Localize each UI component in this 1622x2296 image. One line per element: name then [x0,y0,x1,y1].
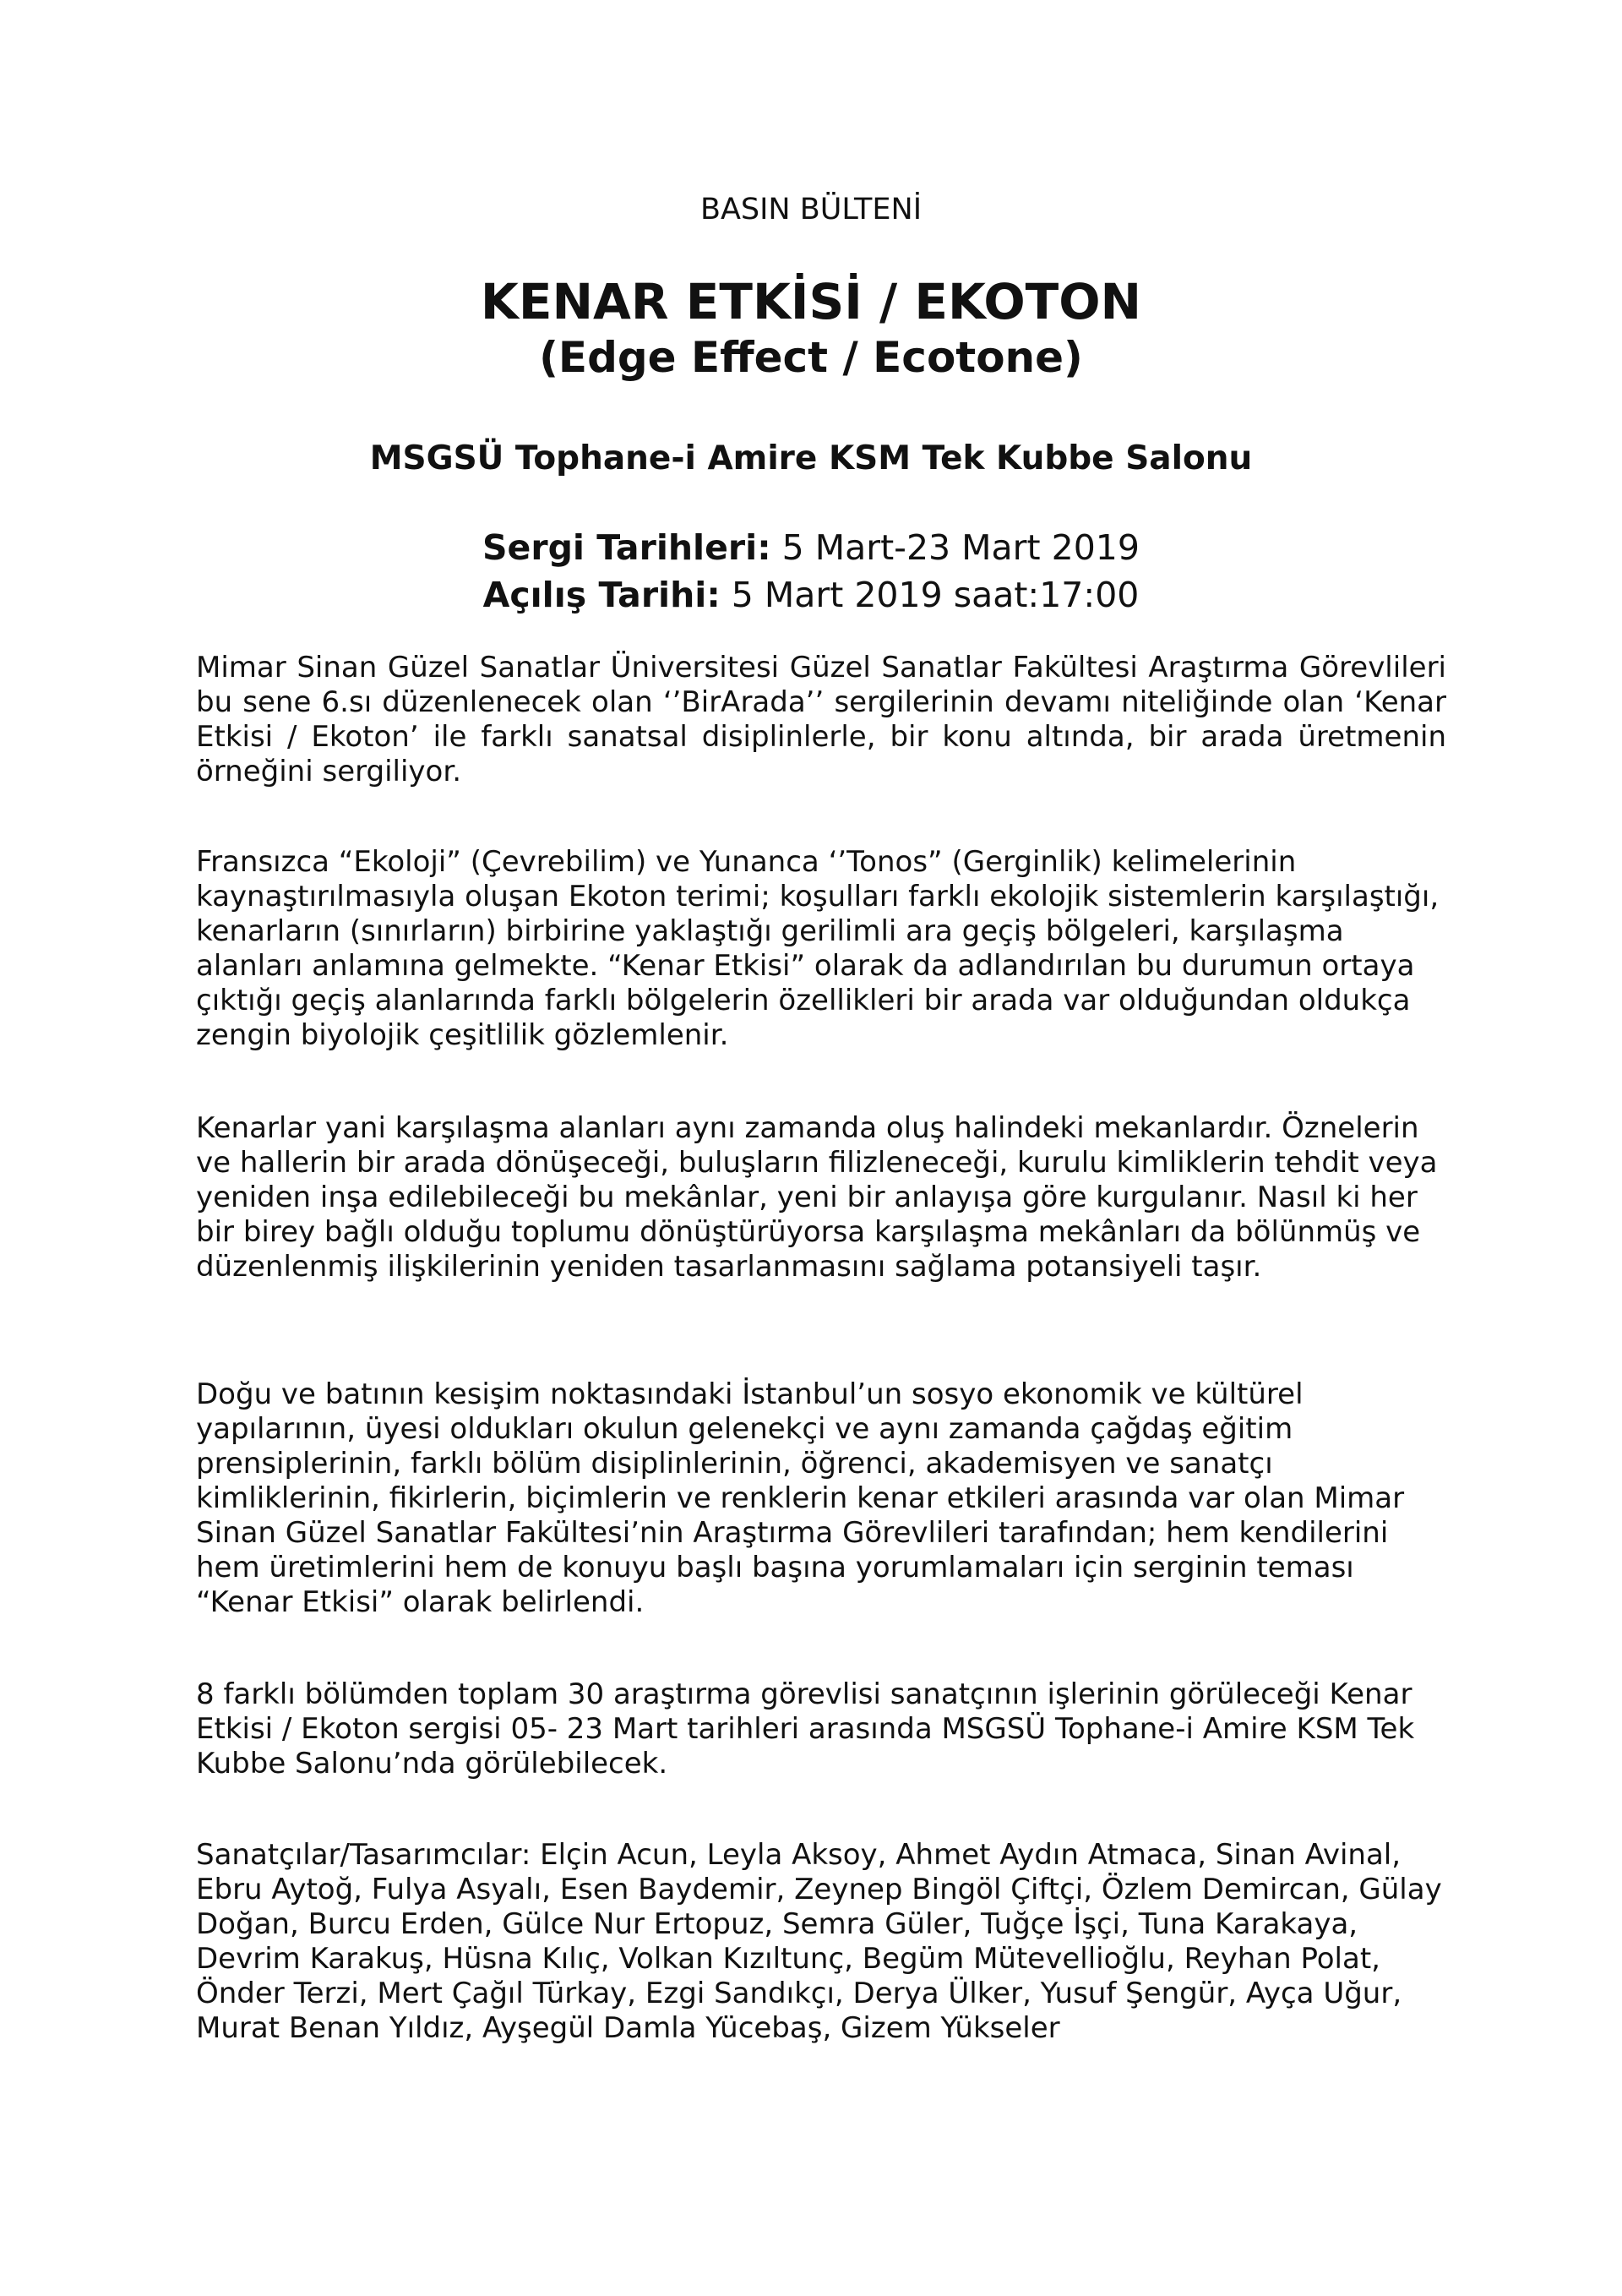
paragraph-text: Doğu ve batının kesişim noktasındaki İstanbul’un sosyo ekonomik ve kültürel yapılarının, üyesi oldukları okulun gelenekçi ve aynı zamanda çağdaş eğitim prensiplerinin, farklı bölüm disiplinlerinin, öğrenci, akademisyen ve sanatçı kimliklerinin, fikirlerin, biçimlerin ve renklerin kenar etkileri arasında var olan Mimar Sinan Güzel Sanatlar Fakültesi’nin Araştırma Görevlileri tarafından; hem kendilerini hem üretimlerini hem de konuyu başlı başına yorumlamaları için serginin teması “Kenar Etkisi” olarak belirlendi. [196,1377,1405,1619]
dates-block [0,524,1622,619]
paragraph-text: Sanatçılar/Tasarımcılar: Elçin Acun, Leyla Aksoy, Ahmet Aydın Atmaca, Sinan Avinal, Ebru Aytoğ, Fulya Asyalı, Esen Baydemir, Zeynep Bingöl Çiftçi, Özlem Demircan, Gülay Doğan, Burcu Erden, Gülce Nur Ertopuz, Semra Güler, Tuğçe İşçi, Tuna Karakaya, Devrim Karakuş, Hüsna Kılıç, Volkan Kızıltunç, Begüm Mütevellioğlu, Reyhan Polat, Önder Terzi, Mert Çağıl Türkay, Ezgi Sandıkçı, Derya Ülker, Yusuf Şengür, Ayça Uğur, Murat Benan Yıldız, Ayşegül Damla Yücebaş, Gizem Yükseler [196,1838,1442,2045]
paragraph-text: 8 farklı bölümden toplam 30 araştırma görevlisi sanatçının işlerinin görüleceği Kenar Etkisi / Ekoton sergisi 05- 23 Mart tarihleri arasında MSGSÜ Tophane-i Amire KSM Tek Kubbe Salonu’nda görülebilecek. [196,1677,1415,1781]
paragraph-theme [196,1377,1446,1620]
paragraph-edges [196,1111,1446,1284]
exhibition-dates-line [0,524,1622,571]
paragraph-text: Fransızca “Ekoloji” (Çevrebilim) ve Yunanca ‘’Tonos” (Gerginlik) kelimelerinin kaynaştırılmasıyla oluşan Ekoton terimi; koşulları farklı ekolojik sistemlerin karşılaştığı, kenarların (sınırların) birbirine yaklaştığı gerilimli ara geçiş bölgeleri, karşılaşma alanları anlamına gelmekte. “Kenar Etkisi” olarak da adlandırılan bu durumun ortaya çıktığı geçiş alanlarında farklı bölgelerin özellikleri bir arada var olduğundan oldukça zengin biyolojik çeşitlilik gözlemlenir. [196,845,1440,1052]
exhibition-dates-value: 5 Mart-23 Mart 2019 [770,527,1140,568]
paragraph-exhibition-info [196,1677,1446,1781]
paragraph-text: Kenarlar yani karşılaşma alanları aynı zamanda oluş halindeki mekanlardır. Öznelerin ve hallerin bir arada dönüşeceği, buluşların filizleneceği, kurulu kimliklerin tehdit veya yeniden inşa edilebileceği bu mekânlar, yeni bir anlayışa göre kurgulanır. Nasıl ki her bir birey bağlı olduğu toplumu dönüştürüyorsa karşılaşma mekânları da bölünmüş ve düzenlenmiş ilişkilerinin yeniden tasarlanmasını sağlama potansiyeli taşır. [196,1111,1438,1284]
paragraph-text: Mimar Sinan Güzel Sanatlar Üniversitesi Güzel Sanatlar Fakültesi Araştırma Görevlileri bu sene 6.sı düzenlenecek olan ‘’BirArada’’ sergilerinin devamı niteliğinde olan ‘Kenar Etkisi / Ekoton’ ile farklı sanatsal disiplinlerle, bir konu altında, bir arada üretmenin örneğini sergiliyor. [196,651,1446,788]
opening-date-label: Açılış Tarihi: [482,575,721,615]
opening-date-line [0,571,1622,619]
venue-line: MSGSÜ Tophane-i Amire KSM Tek Kubbe Salonu [369,439,1253,477]
paragraph-intro [196,651,1446,789]
paragraph-ecotone-definition [196,845,1446,1053]
document-subtitle: (Edge Effect / Ecotone) [539,333,1083,382]
paragraph-artists [196,1838,1446,2046]
document-title: KENAR ETKİSİ / EKOTON [480,273,1142,330]
exhibition-dates-label: Sergi Tarihleri: [482,527,771,568]
document-kicker: BASIN BÜLTENİ [699,193,923,226]
opening-date-value: 5 Mart 2019 saat:17:00 [720,575,1140,615]
